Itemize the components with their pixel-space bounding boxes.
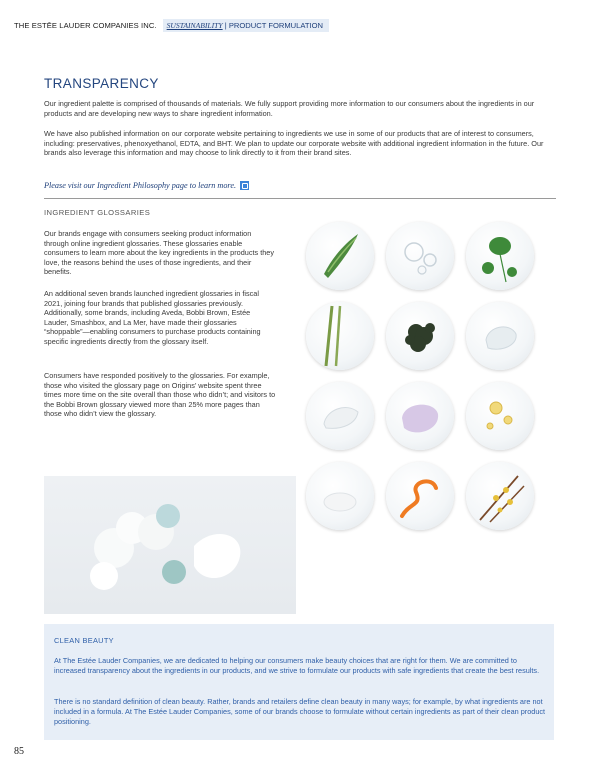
witch-hazel-dish bbox=[466, 462, 534, 530]
product-textures-photo bbox=[44, 476, 296, 614]
external-link-icon[interactable] bbox=[240, 181, 249, 190]
stems-dish bbox=[306, 302, 374, 370]
breadcrumb-product-formulation: PRODUCT FORMULATION bbox=[228, 20, 324, 30]
transparency-paragraph-2: We have also published information on our corporate website pertaining to ingredients we use in some of our products that are of interest to consumers, including: preservatives, phenoxyethanol, EDTA, and BHT. We plan to update our corporate website with additional ingredient information in the future. Our brands also leverage this information and may choose to link directly to it from their brand sites. bbox=[44, 129, 544, 158]
tea-leaves-dish bbox=[386, 302, 454, 370]
glossaries-paragraph-2: An additional seven brands launched ingredient glossaries in fiscal 2021, joining four brands that published glossaries previously. Additionally, some brands, including Aveda, Bobbi Brown, Estée Lauder, Smashbox, and La Mer, have made their glossaries “shoppable”—enabling consumers to purchase products containing specific ingredients directly from the glossary itself. bbox=[44, 289, 261, 346]
lavender-gel-dish bbox=[386, 382, 454, 450]
section-divider bbox=[44, 198, 556, 199]
ingredient-philosophy-link[interactable] bbox=[44, 181, 249, 190]
glossaries-title: INGREDIENT GLOSSARIES bbox=[44, 208, 151, 217]
powder-dish bbox=[306, 462, 374, 530]
leaves-dish bbox=[466, 222, 534, 290]
running-header bbox=[14, 18, 329, 32]
glossaries-paragraph-3: Consumers have responded positively to the glossaries. For example, those who visited the glossary page on Origins’ website spent three times more time on the site overall than those who didn’t; and visitors to the Bobbi Brown glossary viewed more than 25% more pages than those who didn’t view the glossary. bbox=[44, 371, 276, 419]
clean-beauty-paragraph-2: There is no standard definition of clean beauty. Rather, brands and retailers define clean beauty in many ways; for example, by what ingredients are not included in a formula. At The Estée Lauder Companies, some of our brands choose to formulate without certain ingredients as part of their clean product positioning. bbox=[54, 697, 546, 726]
transparency-title: TRANSPARENCY bbox=[44, 76, 159, 91]
oil-drops-dish bbox=[466, 382, 534, 450]
clean-beauty-title: CLEAN BEAUTY bbox=[54, 636, 114, 645]
ingredient-philosophy-link-text[interactable]: Please visit our Ingredient Philosophy page to learn more. bbox=[44, 181, 236, 190]
water-drops-dish bbox=[386, 222, 454, 290]
orange-peel-dish bbox=[386, 462, 454, 530]
page-number: 85 bbox=[14, 746, 24, 757]
ingredient-dishes-image bbox=[300, 218, 560, 538]
breadcrumb-separator: | bbox=[222, 20, 229, 30]
breadcrumb-sustainability-link[interactable]: SUSTAINABILITY bbox=[166, 20, 223, 30]
serum-smear-dish bbox=[306, 382, 374, 450]
breadcrumb bbox=[163, 19, 329, 32]
gel-dish bbox=[466, 302, 534, 370]
transparency-paragraph-1: Our ingredient palette is comprised of thousands of materials. We fully support providing more information to our consumers about the ingredients in our products and are developing new ways to share ingredient information. bbox=[44, 99, 535, 118]
company-name: THE ESTĒE LAUDER COMPANIES INC. bbox=[14, 20, 157, 30]
clean-beauty-paragraph-1: At The Estée Lauder Companies, we are dedicated to helping our consumers make beauty choices that are right for them. We are committed to increased transparency about the ingredients in our products, and we strive to formulate our products with safe ingredients that create the best results. bbox=[54, 656, 540, 675]
glossaries-paragraph-1: Our brands engage with consumers seeking product information through online ingredient glossaries. These glossaries enable consumers to learn more about the key ingredients in the products they love, the reasons behind the uses of those ingredients, and their benefits. bbox=[44, 229, 274, 277]
aloe-dish bbox=[306, 222, 374, 290]
